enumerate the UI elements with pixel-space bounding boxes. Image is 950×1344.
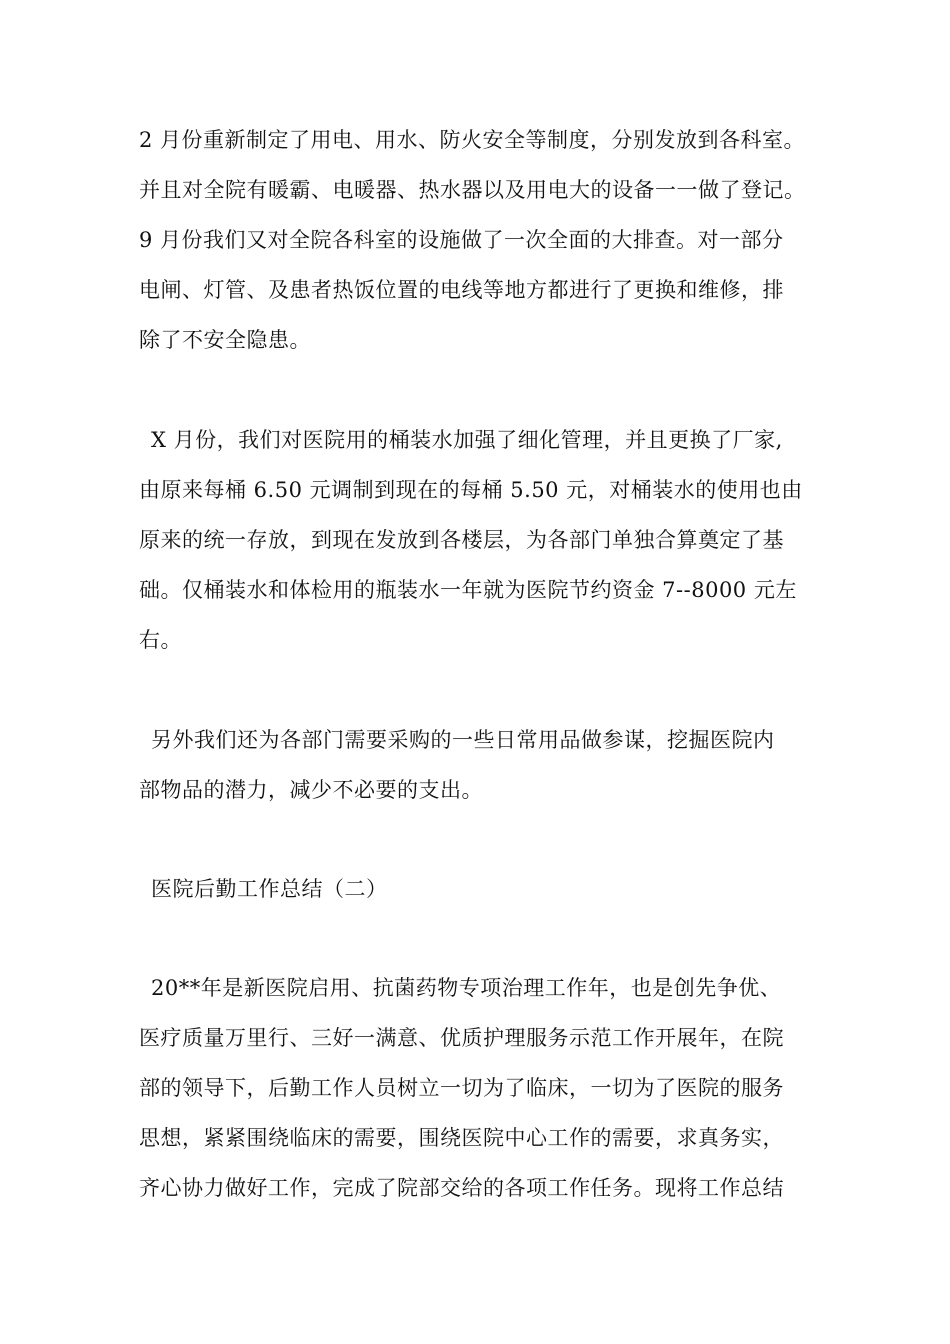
paragraph-2-line-2: 由原来每桶 6.50 元调制到现在的每桶 5.50 元，对桶装水的使用也由 — [139, 478, 803, 502]
paragraph-3-line-2: 部物品的潜力，减少不必要的支出。 — [139, 778, 483, 802]
paragraph-1-line-2: 并且对全院有暖霸、电暖器、热水器以及用电大的设备一一做了登记。 — [139, 178, 806, 202]
paragraph-1-line-4: 电闸、灯管、及患者热饭位置的电线等地方都进行了更换和维修，排 — [139, 278, 784, 302]
paragraph-4-line-5: 齐心协力做好工作，完成了院部交给的各项工作任务。现将工作总结 — [139, 1176, 784, 1200]
section-heading: 医院后勤工作总结（二） — [151, 877, 388, 901]
paragraph-2-line-4: 础。仅桶装水和体检用的瓶装水一年就为医院节约资金 7--8000 元左 — [139, 578, 797, 602]
paragraph-2-line-1: X 月份，我们对医院用的桶装水加强了细化管理，并且更换了厂家, — [151, 428, 783, 452]
paragraph-2-line-3: 原来的统一存放，到现在发放到各楼层，为各部门单独合算奠定了基 — [139, 528, 784, 552]
paragraph-1-line-5: 除了不安全隐患。 — [139, 328, 311, 352]
paragraph-1-line-1: 2 月份重新制定了用电、用水、防火安全等制度，分别发放到各科室。 — [139, 128, 806, 152]
paragraph-1-line-3: 9 月份我们又对全院各科室的设施做了一次全面的大排查。对一部分 — [139, 228, 784, 252]
paragraph-4-line-4: 思想，紧紧围绕临床的需要，围绕医院中心工作的需要，求真务实， — [139, 1126, 784, 1150]
paragraph-4-line-2: 医疗质量万里行、三好一满意、优质护理服务示范工作开展年，在院 — [139, 1026, 784, 1050]
paragraph-3-line-1: 另外我们还为各部门需要采购的一些日常用品做参谋，挖掘医院内 — [151, 728, 775, 752]
paragraph-4-line-3: 部的领导下，后勤工作人员树立一切为了临床，一切为了医院的服务 — [139, 1076, 784, 1100]
paragraph-4-line-1: 20**年是新医院启用、抗菌药物专项治理工作年，也是创先争优、 — [151, 976, 782, 1000]
paragraph-2-line-5: 右。 — [139, 628, 182, 652]
